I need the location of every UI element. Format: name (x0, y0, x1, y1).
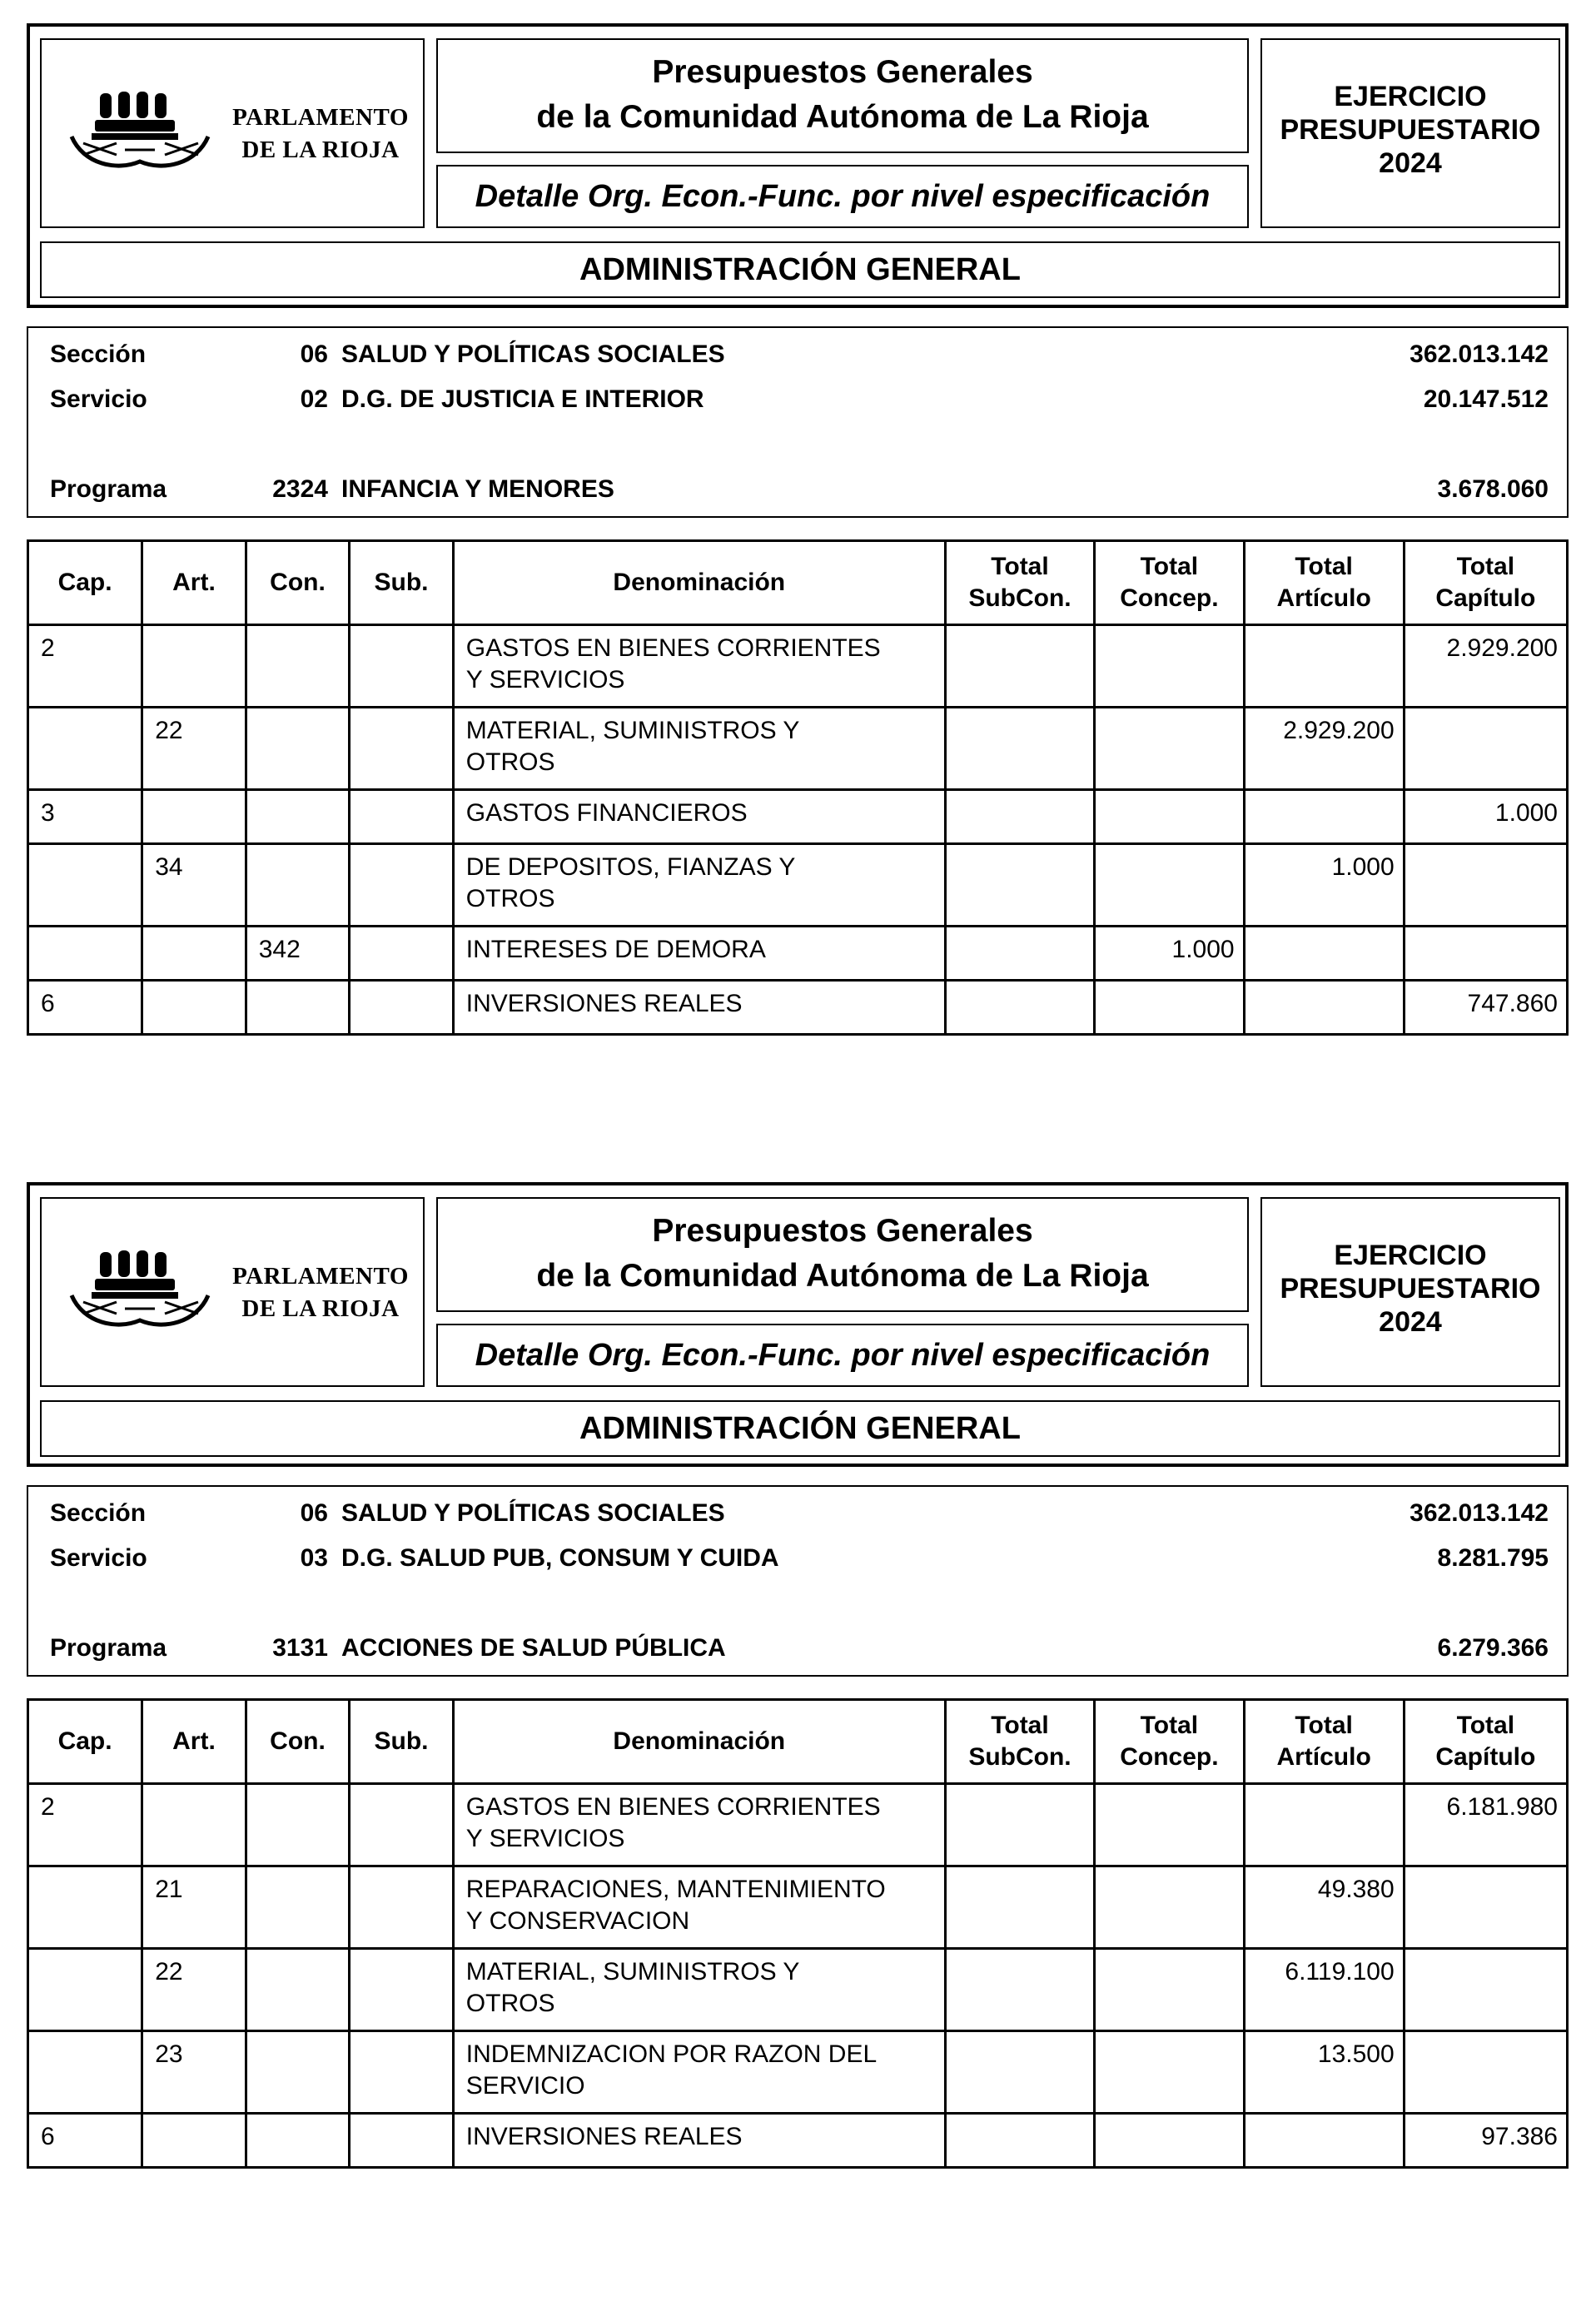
fiscal-year: 2024 (1379, 147, 1442, 179)
parliament-name: PARLAMENTO DE LA RIOJA (232, 1263, 409, 1322)
col-header-sub: Sub. (350, 1700, 454, 1784)
fiscal-year-box: EJERCICIO PRESUPUESTARIO 2024 (1260, 1197, 1560, 1387)
document-title: Presupuestos Generales de la Comunidad Autónoma de La Rioja (436, 1197, 1249, 1312)
budget-table (27, 539, 1569, 1036)
document-header (27, 1182, 1569, 1467)
document-header (27, 23, 1569, 308)
servicio-row: Servicio 02 D.G. DE JUSTICIA E INTERIOR 20.147.512 (50, 385, 1549, 413)
col-header-art: Art. (142, 1700, 246, 1784)
parliament-name: PARLAMENTO DE LA RIOJA (232, 104, 409, 163)
col-header-total-subcon: Total SubCon. (945, 1700, 1094, 1784)
col-header-total-subcon: Total SubCon. (945, 541, 1094, 625)
parliament-seal-icon (67, 1244, 215, 1335)
administration-title: ADMINISTRACIÓN GENERAL (40, 241, 1560, 298)
administration-title: ADMINISTRACIÓN GENERAL (40, 1400, 1560, 1457)
programa-row: Programa 3131 ACCIONES DE SALUD PÚBLICA 6.279.366 (50, 1634, 1549, 1662)
document-subtitle: Detalle Org. Econ.-Func. por nivel especificación (436, 1324, 1249, 1387)
budget-page-section-1 (27, 23, 1569, 1036)
table-row: 2 GASTOS EN BIENES CORRIENTES Y SERVICIOS 6.181.980 (28, 1784, 1568, 1866)
seccion-row: Sección 06 SALUD Y POLÍTICAS SOCIALES 362.013.142 (50, 1499, 1549, 1527)
table-row: 2 GASTOS EN BIENES CORRIENTES Y SERVICIOS 2.929.200 (28, 625, 1568, 708)
table-header-row (28, 1700, 1568, 1784)
col-header-denominacion: Denominación (453, 1700, 945, 1784)
col-header-cap: Cap. (28, 541, 142, 625)
fiscal-year-box: EJERCICIO PRESUPUESTARIO 2024 (1260, 38, 1560, 228)
classification-info (27, 326, 1569, 518)
seccion-row: Sección 06 SALUD Y POLÍTICAS SOCIALES 362.013.142 (50, 340, 1549, 368)
table-row: 23 INDEMNIZACION POR RAZON DEL SERVICIO 13.500 (28, 2031, 1568, 2114)
classification-info (27, 1485, 1569, 1677)
parliament-seal-icon (67, 85, 215, 176)
col-header-total-capitulo: Total Capítulo (1404, 541, 1567, 625)
servicio-row: Servicio 03 D.G. SALUD PUB, CONSUM Y CUIDA 8.281.795 (50, 1544, 1549, 1572)
col-header-total-concep: Total Concep. (1095, 541, 1244, 625)
col-header-total-capitulo: Total Capítulo (1404, 1700, 1567, 1784)
table-row: 22 MATERIAL, SUMINISTROS Y OTROS 2.929.200 (28, 708, 1568, 790)
budget-page-section-2 (27, 1182, 1569, 2169)
table-row: 34 DE DEPOSITOS, FIANZAS Y OTROS 1.000 (28, 844, 1568, 927)
parliament-logo-box (40, 38, 425, 228)
col-header-cap: Cap. (28, 1700, 142, 1784)
document-subtitle: Detalle Org. Econ.-Func. por nivel especificación (436, 165, 1249, 228)
col-header-denominacion: Denominación (453, 541, 945, 625)
col-header-con: Con. (246, 541, 350, 625)
table-header-row (28, 541, 1568, 625)
parliament-logo-box (40, 1197, 425, 1387)
col-header-con: Con. (246, 1700, 350, 1784)
table-row: 3 GASTOS FINANCIEROS 1.000 (28, 790, 1568, 844)
table-row: 6 INVERSIONES REALES 97.386 (28, 2114, 1568, 2168)
table-row: 22 MATERIAL, SUMINISTROS Y OTROS 6.119.100 (28, 1949, 1568, 2031)
table-row: 21 REPARACIONES, MANTENIMIENTO Y CONSERVACION 49.380 (28, 1866, 1568, 1949)
fiscal-year: 2024 (1379, 1306, 1442, 1338)
col-header-total-concep: Total Concep. (1095, 1700, 1244, 1784)
col-header-art: Art. (142, 541, 246, 625)
table-row: 6 INVERSIONES REALES 747.860 (28, 981, 1568, 1035)
programa-row: Programa 2324 INFANCIA Y MENORES 3.678.060 (50, 475, 1549, 503)
document-title: Presupuestos Generales de la Comunidad Autónoma de La Rioja (436, 38, 1249, 153)
budget-table (27, 1698, 1569, 2169)
col-header-total-articulo: Total Artículo (1244, 1700, 1404, 1784)
table-row: 342 INTERESES DE DEMORA 1.000 (28, 927, 1568, 981)
col-header-total-articulo: Total Artículo (1244, 541, 1404, 625)
col-header-sub: Sub. (350, 541, 454, 625)
